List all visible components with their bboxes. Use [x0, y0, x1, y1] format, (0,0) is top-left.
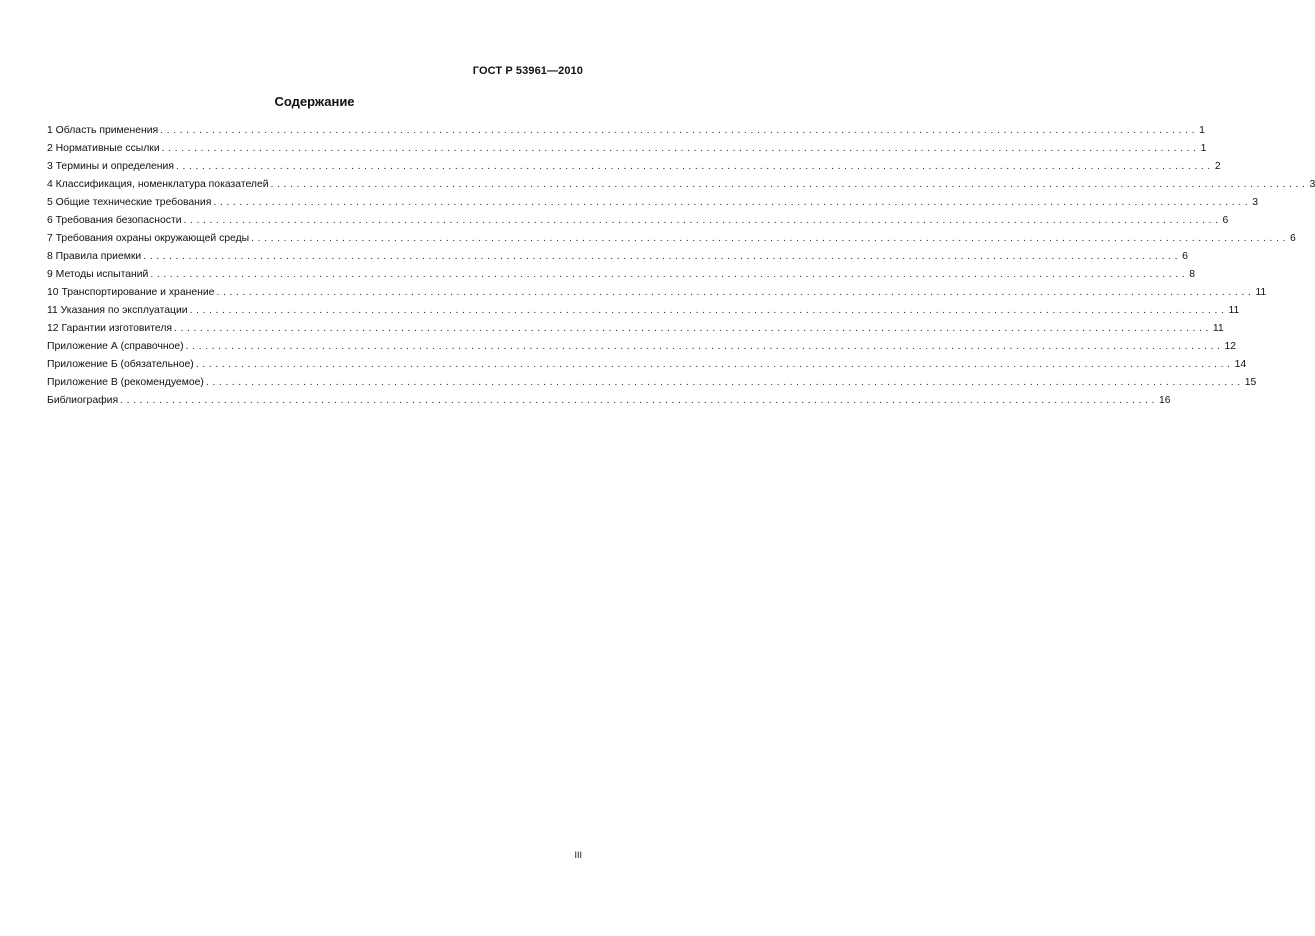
toc-dot-leader: ................................................................................................................................................................	[161, 143, 1200, 154]
toc-entry-label: 4 Классификация, номенклатура показателей	[47, 179, 269, 190]
toc-entry-page: 12	[1224, 341, 1237, 352]
toc-entry-page: 11	[1255, 287, 1267, 298]
toc-entry-label: Библиография	[47, 395, 119, 406]
toc-entry[interactable]	[47, 251, 1188, 269]
toc-entry-label: 1 Область применения	[47, 125, 159, 136]
document-code: ГОСТ Р 53961—2010	[472, 65, 583, 77]
toc-dot-leader: ................................................................................................................................................................	[189, 305, 1228, 316]
toc-entry-page: 11	[1228, 305, 1240, 316]
toc-entry[interactable]	[47, 179, 1315, 197]
toc-entry-page: 1	[1200, 143, 1207, 154]
toc-title: Содержание	[274, 94, 355, 109]
toc-entry[interactable]	[47, 125, 1205, 143]
toc-entry[interactable]	[47, 197, 1259, 215]
toc-entry-page: 14	[1234, 359, 1247, 370]
toc-entry-label: 12 Гарантии изготовителя	[47, 323, 173, 334]
toc-entry[interactable]	[47, 269, 1196, 287]
toc-entry-label: 2 Нормативные ссылки	[47, 143, 160, 154]
toc-entry-page: 3	[1309, 179, 1315, 190]
toc-entry-label: Приложение В (рекомендуемое)	[47, 377, 204, 388]
toc-entry[interactable]	[47, 341, 1237, 359]
toc-entry-label: 7 Требования охраны окружающей среды	[47, 233, 250, 244]
toc-dot-leader: ................................................................................................................................................................	[216, 287, 1255, 298]
toc-dot-leader: ................................................................................................................................................................	[251, 233, 1290, 244]
toc-dot-leader: ................................................................................................................................................................	[185, 341, 1224, 352]
toc-entry-label: Приложение Б (обязательное)	[47, 359, 194, 370]
toc-dot-leader: ................................................................................................................................................................	[205, 377, 1244, 388]
toc-entry[interactable]	[47, 377, 1257, 395]
toc-entry-label: 10 Транспортирование и хранение	[47, 287, 215, 298]
toc-entry-label: 5 Общие технические требования	[47, 197, 212, 208]
toc-entry[interactable]	[47, 233, 1296, 251]
toc-entry[interactable]	[47, 305, 1240, 323]
toc-entry[interactable]	[47, 143, 1207, 161]
toc-entry[interactable]	[47, 287, 1267, 305]
toc-entry[interactable]	[47, 215, 1229, 233]
toc-dot-leader: ................................................................................................................................................................	[143, 251, 1182, 262]
toc-entry[interactable]	[47, 161, 1221, 179]
toc-dot-leader: ................................................................................................................................................................	[174, 323, 1212, 334]
toc-entry[interactable]	[47, 323, 1224, 341]
toc-dot-leader: ................................................................................................................................................................	[270, 179, 1309, 190]
toc-dot-leader: ................................................................................................................................................................	[160, 125, 1199, 136]
toc-entry-label: 3 Термины и определения	[47, 161, 174, 172]
toc-dot-leader: ................................................................................................................................................................	[183, 215, 1222, 226]
toc-entry[interactable]	[47, 395, 1171, 413]
toc-entry-page: 3	[1252, 197, 1259, 208]
toc-entry-page: 11	[1212, 323, 1224, 334]
toc-entry-page: 6	[1290, 233, 1296, 244]
toc-entry-label: 11 Указания по эксплуатации	[47, 305, 188, 316]
toc-entry-label: 6 Требования безопасности	[47, 215, 182, 226]
table-of-contents	[47, 125, 1315, 413]
toc-dot-leader: ................................................................................................................................................................	[150, 269, 1189, 280]
toc-entry-page: 16	[1159, 395, 1171, 406]
toc-dot-leader: ................................................................................................................................................................	[213, 197, 1252, 208]
toc-dot-leader: ................................................................................................................................................................	[120, 395, 1158, 406]
toc-entry-label: 9 Методы испытаний	[47, 269, 149, 280]
toc-dot-leader: ................................................................................................................................................................	[195, 359, 1234, 370]
toc-entry-page: 6	[1222, 215, 1229, 226]
toc-entry-label: Приложение А (справочное)	[47, 341, 184, 352]
toc-dot-leader: ................................................................................................................................................................	[175, 161, 1214, 172]
toc-entry-page: 15	[1244, 377, 1257, 388]
toc-entry-page: 1	[1199, 125, 1205, 136]
toc-entry[interactable]	[47, 359, 1247, 377]
toc-entry-page: 8	[1189, 269, 1196, 280]
toc-entry-page: 6	[1182, 251, 1188, 262]
toc-entry-page: 2	[1214, 161, 1221, 172]
toc-entry-label: 8 Правила приемки	[47, 251, 142, 262]
page-number: III	[574, 850, 582, 860]
